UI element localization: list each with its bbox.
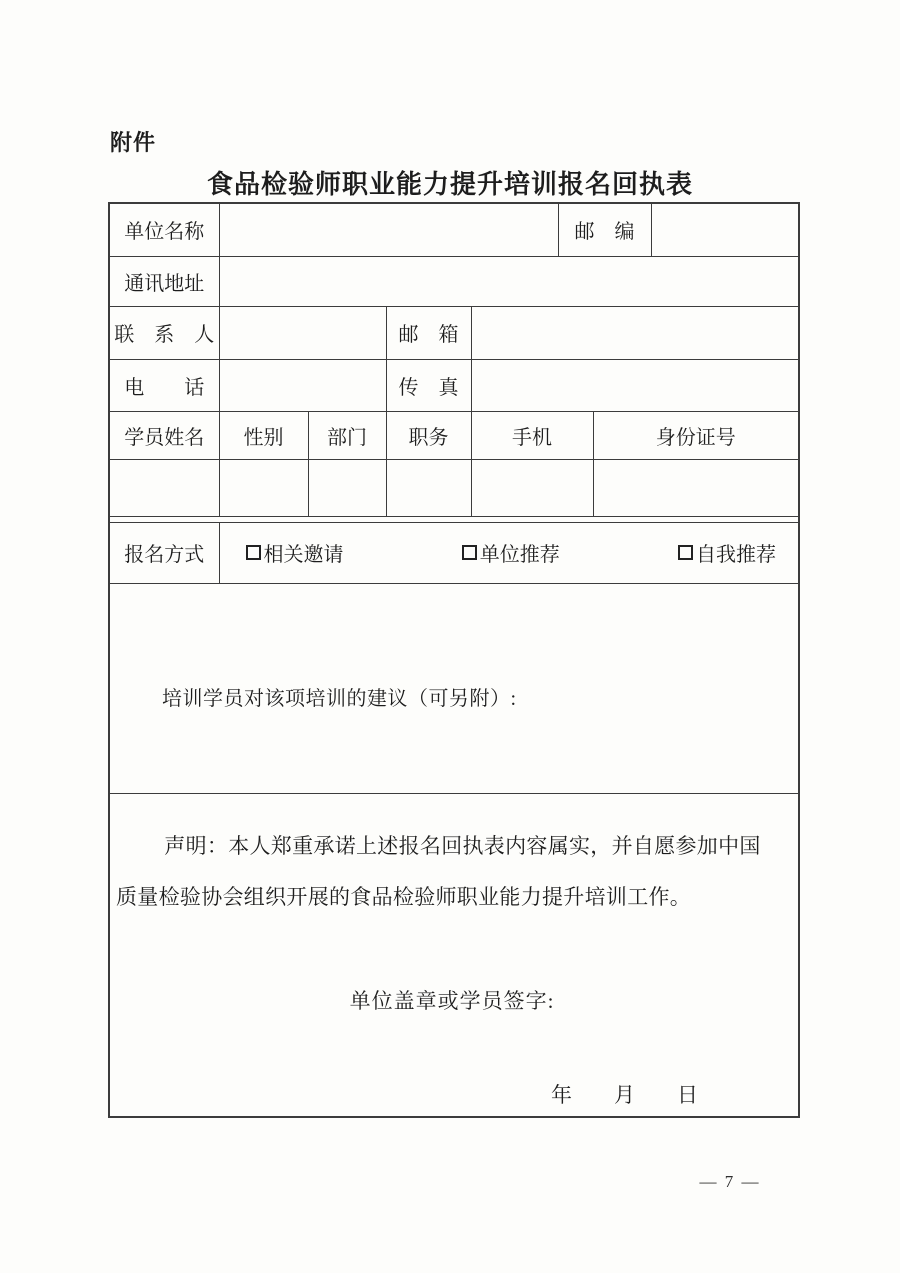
id-number-field[interactable] — [593, 459, 799, 516]
suggestion-label: 培训学员对该项培训的建议（可另附）: — [162, 687, 517, 710]
email-label: 邮 箱 — [386, 306, 471, 359]
signature-label: 单位盖章或学员签字: — [349, 988, 555, 1013]
option-self-recommendation[interactable] — [678, 538, 776, 567]
address-label: 通讯地址 — [109, 256, 219, 306]
student-row — [109, 459, 799, 516]
student-name-field[interactable] — [109, 459, 219, 516]
declaration-cell — [109, 793, 799, 1117]
postal-code-field[interactable] — [651, 203, 799, 256]
contact-field[interactable] — [219, 306, 386, 359]
mobile-header: 手机 — [471, 411, 593, 459]
department-field[interactable] — [308, 459, 386, 516]
date-label: 年 月 日 — [551, 1082, 698, 1107]
postal-code-label: 邮 编 — [558, 203, 651, 256]
unit-name-label: 单位名称 — [109, 203, 219, 256]
unit-name-field[interactable] — [219, 203, 558, 256]
gender-header: 性别 — [219, 411, 308, 459]
id-number-header: 身份证号 — [593, 411, 799, 459]
page-title: 食品检验师职业能力提升培训报名回执表 — [206, 170, 693, 199]
contact-label: 联 系 人 — [109, 306, 219, 359]
phone-field[interactable] — [219, 359, 386, 411]
page-number: — 7 — — [699, 1172, 761, 1191]
position-field[interactable] — [386, 459, 471, 516]
fax-label: 传 真 — [386, 359, 471, 411]
registration-method-label: 报名方式 — [109, 522, 219, 583]
option-related-invitation[interactable] — [246, 538, 344, 567]
option-unit-recommendation[interactable] — [462, 538, 560, 567]
registration-form-table — [108, 202, 800, 1118]
checkbox-icon[interactable] — [462, 545, 477, 560]
attachment-label: 附件 — [110, 130, 157, 155]
checkbox-icon[interactable] — [246, 545, 261, 560]
student-name-header: 学员姓名 — [109, 411, 219, 459]
suggestion-cell[interactable] — [109, 583, 799, 793]
declaration-line-2: 质量检验协会组织开展的食品检验师职业能力提升培训工作。 — [116, 884, 692, 909]
option-label: 单位推荐 — [479, 544, 560, 566]
department-header: 部门 — [308, 411, 386, 459]
option-label: 自我推荐 — [696, 544, 776, 566]
checkbox-icon[interactable] — [678, 545, 693, 560]
declaration-line-1: 声明：本人郑重承诺上述报名回执表内容属实，并自愿参加中国 — [164, 833, 761, 858]
gender-field[interactable] — [219, 459, 308, 516]
position-header: 职务 — [386, 411, 471, 459]
email-field[interactable] — [471, 306, 799, 359]
fax-field[interactable] — [471, 359, 799, 411]
mobile-field[interactable] — [471, 459, 593, 516]
option-label: 相关邀请 — [263, 544, 344, 566]
registration-options-cell — [219, 522, 799, 583]
address-field[interactable] — [219, 256, 799, 306]
phone-label: 电 话 — [109, 359, 219, 411]
